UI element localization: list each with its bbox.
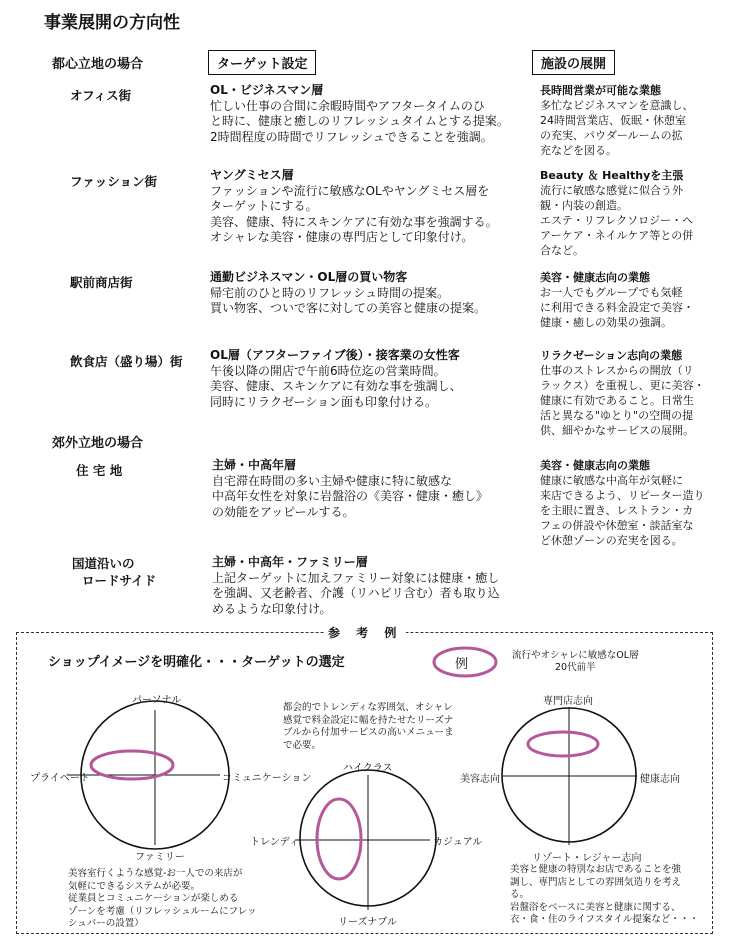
location-residential: 住 宅 地 — [76, 463, 123, 478]
chart3-bottom-label: リゾート・レジャー志向 — [532, 853, 642, 864]
target-roadside: 主婦・中高年・ファミリー層 上記ターゲットに加えファミリー対象には健康・癒し を強調、又老齢者、介護（リハビリ含む）者も取り込 めるような印象付け。 — [212, 555, 500, 616]
chart2-bottom-label: リーズナブル — [338, 917, 397, 928]
facility-station: 美容・健康志向の業態 お一人でもグループでも気軽 に利用できる料金設定で美容・ 健康・癒しの効果の強調。 — [540, 271, 694, 329]
chart1-bottom-label: ファミリー — [135, 852, 185, 863]
chart3-target-oval — [528, 732, 598, 756]
chart3-top-label: 専門店志向 — [543, 696, 593, 707]
urban-heading: 都心立地の場合 — [52, 57, 144, 72]
facility-nightlife: リラクゼーション志向の業態 仕事のストレスからの開放（リ ラックス）を重視し、更に美容・ 健康に有効であること。日常生 活と異なる"ゆとり"の空間の提 供、細やかなサービスの展開。 — [540, 349, 705, 437]
chart2-right-label: カジュアル — [433, 837, 483, 848]
chart2-top-label: ハイクラス — [343, 763, 393, 774]
location-fashion: ファッション街 — [70, 174, 158, 189]
location-roadside: 国道沿いの ロードサイド — [72, 556, 157, 588]
legend-text: 流行やオシャレに敏感なOL層 20代前半 — [512, 650, 639, 673]
note-left: 美容室行くような感覚-お一人での来店が 気軽にできるシステムが必要。 従業員とコミュニケーションが楽しめる ゾーンを考慮（リフレッシュルームにフレッ シュバーの設置） — [68, 868, 257, 929]
target-fashion: ヤングミセス層 ファッションや流行に敏感なOLやヤングミセス層を ターゲットにする。 美容、健康、特にスキンケアに有効な事を強調する。 オシャレな美容・健康の専門店として印象付け。 — [210, 168, 498, 244]
reference-title: 参 考 例 — [324, 624, 406, 641]
chart1-right-label: コミュニケーション — [222, 773, 312, 784]
facility-residential: 美容・健康志向の業態 健康に敏感な中高年が気軽に 来店できるよう、リピーター造り を主眼に置き、レストラン・カ フェの併設や休憩室・談話室な ど休憩ゾーンの充実を図る。 — [540, 459, 705, 547]
target-header: ターゲット設定 — [208, 50, 316, 75]
chart1-left-label: プライベート — [30, 773, 90, 784]
location-office: オフィス街 — [70, 88, 132, 103]
page-title: 事業展開の方向性 — [44, 13, 180, 33]
target-nightlife: OL層（アフターファイブ後）・接客業の女性客 午後以降の開店で午前6時位迄の営業時間。 美容、健康、スキンケアに有効な事を強調し、 同時にリラクゼーション面も印象付ける。 — [210, 348, 462, 409]
target-office: OL・ビジネスマン層 忙しい仕事の合間に余暇時間やアフタータイムのひ と時に、健康と癒しのリフレッシュタイムとする提案。 2時間程度の時間でリフレッシュできることを強調。 — [210, 83, 509, 144]
chart3-left-label: 美容志向 — [460, 774, 500, 785]
reference-subtitle: ショップイメージを明確化・・・ターゲットの選定 — [48, 655, 345, 670]
suburban-heading: 郊外立地の場合 — [52, 436, 144, 451]
note-right: 美容と健康の特別なお店であることを強 調し、専門店としての雰囲気造りを考え る。 岩盤浴をベースに美容と健康に関する、 衣・食・住のライフスタイル提案など・・・ — [510, 864, 699, 925]
note-top: 都会的でトレンディな雰囲気、オシャレ 感覚で料金設定に幅を持たせたリーズナ ブルから付加サービスの高いメニューま で必要。 — [283, 702, 454, 751]
location-nightlife: 飲食店（盛り場）街 — [70, 354, 183, 369]
chart2-target-oval — [317, 799, 361, 879]
facility-fashion: Beauty ＆ Healthyを主張 流行に敏感な感覚に似合う外 観・内装の創造。 エステ・リフレクソロジー・ヘ アーケア・ネイルケア等との併 合など。 — [540, 169, 694, 257]
chart2-left-label: トレンディ — [250, 837, 299, 848]
legend-label: 例 — [455, 657, 469, 672]
chart3-right-label: 健康志向 — [640, 774, 680, 785]
target-residential: 主婦・中高年層 自宅滞在時間の多い主婦や健康に特に敏感な 中高年女性を対象に岩盤浴の《美容・健康・癒し》 の効能をアッピールする。 — [212, 458, 489, 519]
facility-office: 長時間営業が可能な業態 多忙なビジネスマンを意識し、 24時間営業店、仮眠・休憩室 の充実、パウダールームの拡 充などを図る。 — [540, 84, 694, 157]
facility-header: 施設の展開 — [532, 50, 615, 75]
location-station: 駅前商店街 — [70, 275, 133, 290]
chart1-top-label: パーソナル — [132, 695, 182, 706]
target-station: 通勤ビジネスマン・OL層の買い物客 帰宅前のひと時のリフレッシュ時間の提案。 買い物客、ついで客に対しての美容と健康の提案。 — [210, 270, 487, 315]
